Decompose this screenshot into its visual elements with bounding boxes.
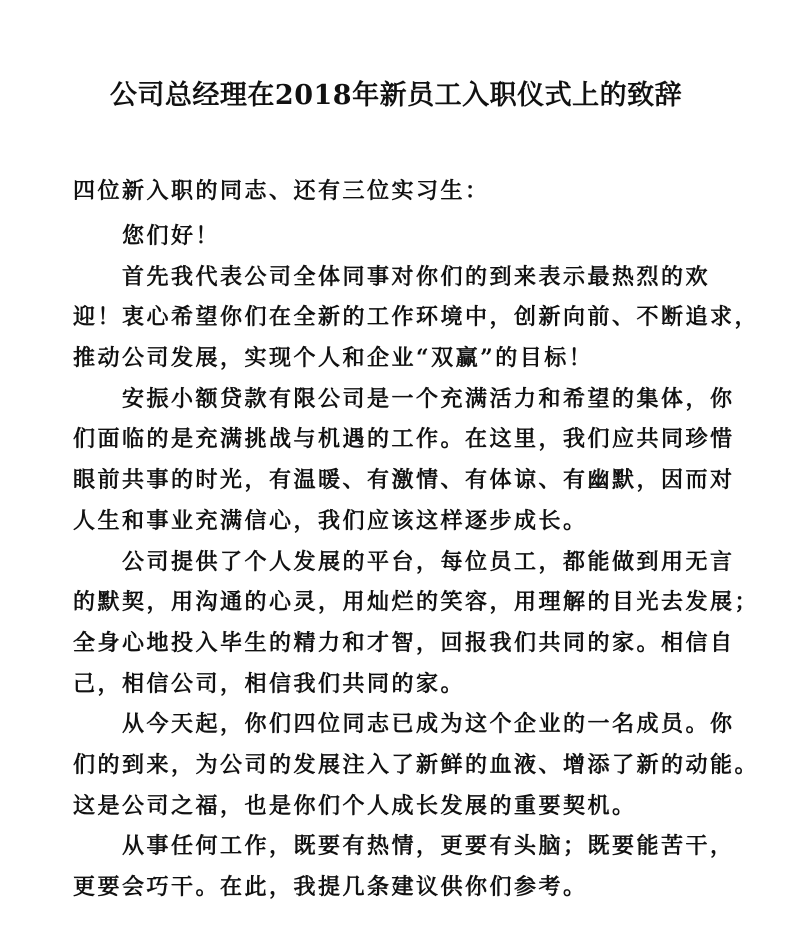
paragraph-4-line-3: 这是公司之福，也是你们个人成长发展的重要契机。	[73, 792, 637, 819]
paragraph-2-line-4: 人生和事业充满信心，我们应该这样逐步成长。	[73, 507, 588, 534]
paragraph-1-line-3: 推动公司发展，实现个人和企业“双赢”的目标！	[73, 345, 594, 372]
letter-body	[73, 216, 760, 908]
paragraph-2-line-1: 安振小额贷款有限公司是一个充满活力和希望的集体，你	[122, 385, 735, 412]
paragraph-5-line-2: 更要会巧干。在此，我提几条建议供你们参考。	[73, 874, 588, 900]
salutation: 四位新入职的同志、还有三位实习生：	[73, 178, 490, 204]
paragraph-3-line-1: 公司提供了个人发展的平台，每位员工，都能做到用无言	[122, 548, 735, 575]
paragraph-5-line-1: 从事任何工作，既要有热情，更要有头脑；既要能苦干，	[122, 833, 735, 860]
paragraph-4-line-1: 从今天起，你们四位同志已成为这个企业的一名成员。你	[122, 711, 735, 738]
greeting: 您们好！	[122, 223, 221, 249]
paragraph-4-line-2: 们的到来，为公司的发展注入了新鲜的血液、增添了新的动能。	[73, 751, 760, 778]
paragraph-1-line-2: 迎！衷心希望你们在全新的工作环境中，创新向前、不断追求，	[73, 304, 760, 331]
paragraph-3-line-3: 全身心地投入毕生的精力和才智，回报我们共同的家。相信自	[73, 629, 735, 656]
document-title: 公司总经理在2018年新员工入职仪式上的致辞	[109, 80, 683, 111]
paragraph-1-line-1: 首先我代表公司全体同事对你们的到来表示最热烈的欢	[122, 263, 711, 290]
paragraph-3-line-2: 的默契，用沟通的心灵，用灿烂的笑容，用理解的目光去发展；	[73, 589, 760, 616]
paragraph-3-line-4: 己，相信公司，相信我们共同的家。	[73, 670, 466, 697]
paragraph-2-line-2: 们面临的是充满挑战与机遇的工作。在这里，我们应共同珍惜	[73, 426, 735, 453]
paragraph-2-line-3: 眼前共事的时光，有温暖、有激情、有体谅、有幽默，因而对	[73, 467, 735, 494]
